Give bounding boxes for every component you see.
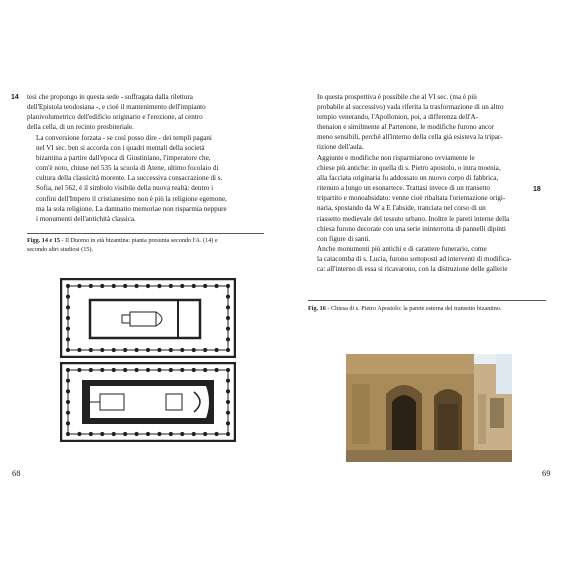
column-dot — [112, 284, 116, 288]
column-dot — [192, 284, 196, 288]
column-dot — [226, 379, 230, 383]
divider — [308, 300, 546, 301]
column-dot — [89, 348, 93, 352]
text-line: probabile al successivo) vada riferita la trasformazione di un altro — [317, 103, 504, 112]
caption-label: Fig. 16 — [308, 305, 326, 312]
column-dot — [66, 411, 70, 415]
text-line: riassetto medievale del tessuto urbano. Inoltre le pareti interne della — [317, 214, 510, 223]
column-dot — [112, 368, 116, 372]
text-line: tizione dell'aula. — [317, 143, 364, 152]
column-dot — [192, 368, 196, 372]
column-dot — [226, 432, 230, 436]
column-dot — [66, 432, 70, 436]
column-dot — [134, 432, 138, 436]
column-dot — [180, 368, 184, 372]
column-dot — [77, 368, 81, 372]
text-line: la catacomba di s. Lucia, furono sottoposti ad interventi di modifica- — [317, 255, 512, 264]
text-line: Anche monumenti più antichi e di carattere funerario, come — [317, 245, 487, 253]
text-line: dell'Epistola teodosiana -, e cioè il mantenimento dell'impianto — [27, 103, 206, 112]
column-dot — [66, 421, 70, 425]
paragraph — [27, 92, 264, 132]
caption-label: Figg. 14 e 15 — [27, 237, 60, 244]
paragraph — [27, 133, 264, 224]
column-dot — [134, 368, 138, 372]
column-dot — [203, 368, 207, 372]
floor-plan-fig15 — [60, 362, 236, 447]
column-dot — [192, 432, 196, 436]
column-dot — [66, 295, 70, 299]
figure-caption — [308, 304, 550, 313]
text-line: confini dell'Impero il cristianesimo non è più la religione egemone, — [36, 194, 227, 203]
column-dot — [100, 368, 104, 372]
column-dot — [89, 368, 93, 372]
page-number: 69 — [542, 468, 551, 478]
column-dot — [203, 348, 207, 352]
caption-text: - Il Duomo in età bizantina: pianta presunta secondo l'A. (14) e — [60, 237, 218, 244]
column-dot — [112, 348, 116, 352]
column-dot — [180, 284, 184, 288]
column-dot — [214, 348, 218, 352]
divider — [27, 233, 264, 234]
text-line: cultura della classicità morente. La successiva consacrazione di s. — [36, 174, 223, 183]
column-dot — [203, 432, 207, 436]
text-line: tesi che propongo in questa sede - suffragata dalla rilettura — [27, 93, 193, 101]
column-dot — [157, 348, 161, 352]
paragraph — [308, 92, 546, 153]
column-dot — [214, 368, 218, 372]
column-dot — [134, 284, 138, 288]
right-page — [284, 0, 568, 568]
column-dot — [226, 284, 230, 288]
column-dot — [226, 421, 230, 425]
column-dot — [66, 379, 70, 383]
column-dot — [157, 284, 161, 288]
margin-note: 18 — [533, 186, 541, 193]
column-dot — [146, 368, 150, 372]
column-dot — [226, 368, 230, 372]
text-line: tempio venerando, l'Apollonion, poi, a differenza dell'A- — [317, 113, 479, 122]
column-dot — [89, 432, 93, 436]
text-line: ma la sola religione. La damnatio memoriae non risparmia neppure — [36, 204, 227, 213]
column-dot — [123, 348, 127, 352]
text-line: meno sensibili, perché all'interno della cella già esisteva la tripar- — [317, 133, 503, 142]
column-dot — [134, 348, 138, 352]
caption-text: - Chiesa di s. Pietro Apostolo: la parete esterna del transetto bizantino. — [325, 305, 502, 312]
paragraph — [308, 244, 546, 274]
column-dot — [66, 305, 70, 309]
column-dot — [66, 400, 70, 404]
text-line: alla facciata originaria fu addossato un nuovo corpo di fabbrica, — [317, 174, 499, 183]
column-dot — [180, 432, 184, 436]
column-dot — [226, 337, 230, 341]
text-line: chiesa furono decorate con una serie ininterrotta di pannelli dipinti — [317, 224, 506, 233]
column-dot — [226, 295, 230, 299]
column-dot — [66, 337, 70, 341]
column-dot — [100, 432, 104, 436]
column-dot — [203, 284, 207, 288]
column-dot — [226, 348, 230, 352]
text-line: com'è noto, chiuse nel 535 la scuola di Atene, ultimo focolaio di — [36, 164, 219, 173]
column-dot — [226, 305, 230, 309]
column-dot — [66, 327, 70, 331]
column-dot — [226, 411, 230, 415]
column-dot — [77, 284, 81, 288]
caption-text-cont: secondo altri studiosi (15). — [27, 246, 93, 253]
column-dot — [214, 432, 218, 436]
column-dot — [77, 432, 81, 436]
column-dot — [146, 432, 150, 436]
column-dot — [192, 348, 196, 352]
column-dot — [180, 348, 184, 352]
text-line: chiese più antiche: in quella di s. Pietro apostolo, o intra moenia, — [317, 164, 501, 173]
page-number: 68 — [12, 468, 21, 478]
column-dot — [66, 284, 70, 288]
text-line: bizantina a partire dall'epoca di Giustiniano, l'imperatore che, — [36, 154, 211, 163]
column-dot — [89, 284, 93, 288]
column-dot — [226, 316, 230, 320]
text-line: ritenuto a lungo un esonartece. Trattasi invece di un transetto — [317, 184, 490, 193]
church-photo — [346, 354, 512, 462]
column-dot — [157, 368, 161, 372]
margin-note: 14 — [11, 94, 19, 101]
column-dot — [66, 389, 70, 393]
column-dot — [112, 432, 116, 436]
column-dot — [157, 432, 161, 436]
text-line: con figure di santi. — [317, 234, 371, 243]
text-line: i monumenti dell'antichità classica. — [36, 214, 136, 223]
column-dot — [169, 368, 173, 372]
text-line: Sofia, nel 562, è il simbolo visibile della nuova realtà: dentro i — [36, 184, 214, 193]
paragraph — [308, 153, 546, 244]
column-dot — [146, 348, 150, 352]
column-dot — [214, 284, 218, 288]
column-dot — [100, 348, 104, 352]
column-dot — [226, 327, 230, 331]
text-line: La conversione forzata - se così posso dire - dei templi pagani — [36, 134, 212, 142]
text-line: planivolumetrico dell'edificio originario e l'erezione, al centro — [27, 113, 203, 122]
column-dot — [226, 400, 230, 404]
figure-caption — [27, 236, 267, 254]
text-line: della cella, di un recinto presbiteriale. — [27, 123, 134, 132]
column-dot — [146, 284, 150, 288]
column-dot — [169, 432, 173, 436]
column-dot — [226, 389, 230, 393]
floor-plan-fig14 — [60, 278, 236, 363]
column-dot — [123, 368, 127, 372]
text-line: In questa prospettiva è possibile che al VI sec. (ma è più — [317, 93, 477, 101]
text-line: thenaion e similmente al Partenone, le modifiche furono ancor — [317, 123, 495, 132]
column-dot — [66, 316, 70, 320]
column-dot — [66, 368, 70, 372]
column-dot — [100, 284, 104, 288]
column-dot — [123, 284, 127, 288]
column-dot — [169, 284, 173, 288]
column-dot — [123, 432, 127, 436]
text-line: nel VI sec. ben si accorda con i quadri mentali della società — [36, 144, 205, 153]
column-dot — [169, 348, 173, 352]
text-line: ca: all'interno di essa si ricavarono, con la distruzione delle gallerie — [317, 265, 508, 274]
column-dot — [77, 348, 81, 352]
text-line: Aggiunte e modifiche non risparmiarono ovviamente le — [317, 154, 475, 162]
text-line: naria, spostando da W a E l'abside, tranciata nel corso di un — [317, 204, 486, 213]
text-line: tripartito e monoabsidato: venne cioè ribaltata l'orientazione origi- — [317, 194, 506, 203]
column-dot — [66, 348, 70, 352]
